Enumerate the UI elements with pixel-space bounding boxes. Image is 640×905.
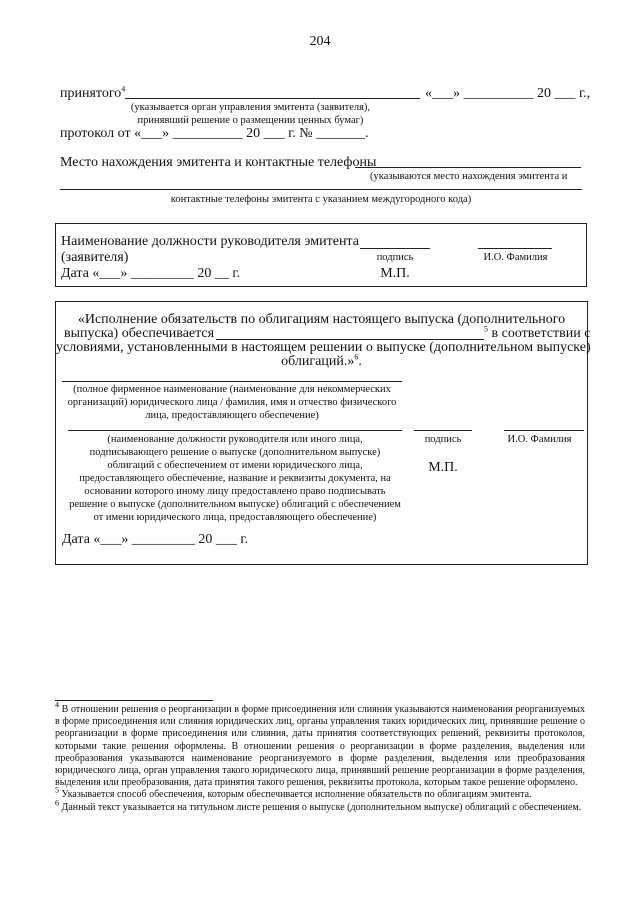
guarantee-seal-label: М.П.: [428, 460, 458, 475]
issuer-signature-box: [55, 223, 587, 287]
issuer-word: (заявителя): [61, 250, 129, 265]
guarantor-note: (полное фирменное наименование (наименование для некоммерческих организаций) юридического лица / фамилия, имя и отчество физического лица, предоставляющего обеспечение): [67, 384, 397, 421]
issuer-name-field[interactable]: [478, 248, 552, 249]
guarantee-box: [55, 301, 591, 565]
officer-note: (наименование должности руководителя или иного лица, подписывающего решение о выпуске (дополнительном выпуске) облигаций с обеспечением от имени юридического лица, предоставляющего обеспечение, название и реквизиты документа, на основании которого иному лицу предоставлено право подписывать решение о выпуске (дополнительном выпуске) облигаций с обеспечением от имени юридического лица, предоставляющего обеспечение): [69, 434, 401, 523]
guarantor-officer-name-field[interactable]: [504, 430, 584, 431]
location-note-2: контактные телефоны эмитента с указанием междугородного кода): [170, 194, 472, 205]
guarantee-para-4: облигаций.»$^6$.: [281, 352, 362, 369]
guarantee-signature-label: подпись: [424, 434, 462, 445]
accepted-date: «___» __________ 20 ___ г.,: [425, 86, 591, 101]
footnote-6: $^6$ Данный текст указывается на титульном листе решения о выпуске (дополнительном выпуске) облигаций с обеспечением.: [55, 798, 582, 813]
seal-label: М.П.: [380, 266, 410, 281]
footnote-4: $^4$ В отношении решения о реорганизации в форме присоединения или слияния указываются наименования реорганизуемых в форме присоединения или слияния юридических лиц, органы управления таких юридических лиц, принявшие решение о реорганизации в форме присоединения или слияния, даты принятия соответствующих решений, реквизиты протоколов, которыми такие решения оформлены. В отношении решения о реорганизации в форме разделения, выделения или преобразования указываются наименование реорганизуемого в форме разделения, выделения или преобразования юридического лица, орган управления такого юридического лица, принявший решение реорганизации в форме разделения, выделения или преобразования, дата принятия такого решения, реквизиты протокола, которым такое решение оформлено.: [55, 700, 586, 789]
guarantee-date: Дата «___» _________ 20 ___ г.: [62, 532, 249, 547]
issuer-body-field[interactable]: [125, 98, 420, 99]
name-label: И.О. Фамилия: [483, 252, 548, 263]
accepted-note: (указывается орган управления эмитента (заявителя), принявший решение о размещении ценных бумаг): [130, 102, 371, 126]
guarantee-para-1: «Исполнение обязательств по облигациям настоящего выпуска (дополнительного: [77, 312, 566, 327]
guarantee-para-3: условиями, установленными в настоящем решении о выпуске (дополнительном выпуске): [56, 340, 591, 355]
officer-position-field[interactable]: [68, 430, 402, 431]
footnote-separator: [55, 700, 213, 701]
signature-label: подпись: [376, 252, 414, 263]
phones-field[interactable]: [60, 189, 582, 190]
page-number: 204: [309, 34, 331, 49]
footnotes: [55, 700, 586, 814]
guarantee-name-label: И.О. Фамилия: [507, 434, 572, 445]
issuer-signature-field[interactable]: [360, 248, 430, 249]
accepted-label: принятого$^4$: [60, 84, 126, 101]
position-label: Наименование должности руководителя эмитента: [61, 234, 359, 249]
guarantee-para-2b: $^5$ в соответствии с: [484, 324, 591, 341]
footnote-5: $^5$ Указывается способ обеспечения, которым обеспечивается исполнение обязательств по облигациям эмитента.: [55, 786, 532, 801]
guarantor-signature-field[interactable]: [414, 430, 472, 431]
guarantee-para-2a: выпуска) обеспечивается: [64, 326, 215, 341]
guarantor-name-field[interactable]: [62, 381, 402, 382]
issuer-date: Дата «___» _________ 20 __ г.: [61, 266, 241, 281]
location-field[interactable]: [355, 167, 581, 168]
location-label: Место нахождения эмитента и контактные телефоны: [60, 155, 377, 170]
location-note-1: (указываются место нахождения эмитента и: [370, 171, 568, 182]
protocol-line: протокол от «___» __________ 20 ___ г. № _______.: [60, 126, 369, 141]
